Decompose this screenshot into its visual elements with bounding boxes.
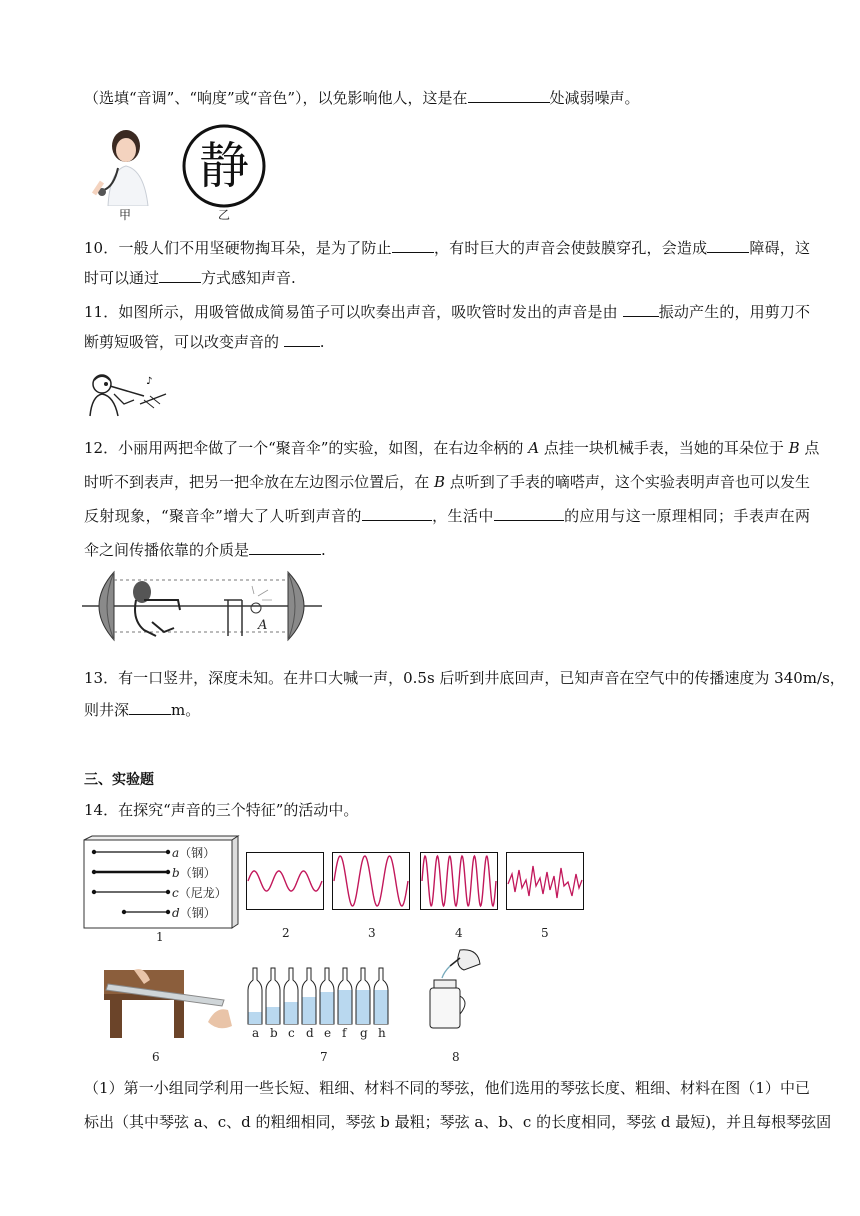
fig-num-6: 6 — [152, 1050, 160, 1064]
string-label-c — [172, 884, 227, 901]
fig-num-7: 7 — [320, 1050, 328, 1064]
q12-text-c: 点 — [799, 439, 820, 457]
string-letter-c: c — [172, 886, 179, 900]
q10-blank-3[interactable] — [159, 268, 201, 283]
q13-text-a: 13．有一口竖井，深度未知。在井口大喊一声，0.5s 后听到井底回声，已知声音在空气中的传播速度为 340m/s， — [84, 669, 845, 687]
string-material-d: （钢） — [179, 906, 216, 920]
bottle-water-e — [321, 992, 334, 1024]
string-peg-a-1 — [166, 850, 170, 854]
section-title: 三、实验题 — [84, 772, 154, 788]
q10-line-1 — [84, 238, 810, 258]
fig-num-4: 4 — [455, 926, 463, 940]
q12-text-a: 12．小丽用两把伞做了一个“聚音伞”的实验，如图，在右边伞柄的 — [84, 439, 529, 457]
string-peg-b-0 — [92, 870, 96, 874]
bottle-label-d: d — [306, 1026, 314, 1040]
q12-blank-2[interactable] — [494, 506, 564, 521]
waveform-3 — [332, 852, 410, 910]
q9-blank[interactable] — [468, 88, 550, 103]
kettle-thermos-figure — [424, 946, 490, 1030]
q13-line-2 — [84, 700, 810, 720]
umbrella-point-a: A — [258, 618, 268, 633]
q11-text-b: 振动产生的，用剪刀不 — [658, 303, 810, 321]
q14-line-1: 14．在探究“声音的三个特征”的活动中。 — [84, 801, 359, 819]
string-letter-b: b — [172, 866, 180, 880]
fig-num-2: 2 — [282, 926, 290, 940]
string-peg-a-0 — [92, 850, 96, 854]
waveform-2 — [246, 852, 324, 910]
q12-point-a: A — [528, 439, 540, 457]
ruler-table-figure — [104, 966, 236, 1038]
bottle-water-a — [249, 1012, 262, 1024]
string-peg-d-1 — [166, 910, 170, 914]
bottle-water-g — [357, 990, 370, 1024]
q11-text-d: . — [319, 333, 325, 351]
fig-label-jia: 甲 — [119, 208, 132, 222]
q13-line-1 — [84, 668, 845, 688]
fig-label-yi: 乙 — [218, 208, 231, 222]
string-peg-c-1 — [166, 890, 170, 894]
q14-paragraph-line-1: （1）第一小组同学利用一些长短、粗细、材料不同的琴弦，他们选用的琴弦长度、粗细、材料在图（1）中已 — [84, 1079, 810, 1097]
q10-text-b: ，有时巨大的声音会使鼓膜穿孔，会造成 — [433, 239, 708, 257]
q10-text-c: 障碍，这 — [749, 239, 810, 257]
waveform-5 — [506, 852, 584, 910]
string-label-a — [172, 844, 215, 861]
string-label-d — [172, 904, 216, 921]
q11-text-c: 断剪短吸管，可以改变声音的 — [84, 333, 284, 351]
bottle-water-h — [375, 990, 388, 1024]
q10-text-d: 时可以通过 — [84, 269, 160, 287]
q12-text-g: ，生活中 — [431, 507, 494, 525]
q12-text-j: . — [321, 541, 326, 559]
bottle-label-g: g — [360, 1026, 368, 1040]
q12-line-2 — [84, 472, 810, 492]
q12-blank-1[interactable] — [362, 506, 432, 521]
string-material-c: （尼龙） — [178, 886, 227, 900]
q12-text-e: 点听到了手表的嘀嗒声，这个实验表明声音也可以发生 — [445, 473, 810, 491]
q9-text-a: （选填“音调”、“响度”或“音色”），以免影响他人，这是在 — [84, 89, 468, 107]
q11-text-a: 11．如图所示，用吸管做成简易笛子可以吹奏出声音，吸吹管时发出的声音是由 — [84, 303, 623, 321]
string-peg-b-1 — [166, 870, 170, 874]
q9-text-b: 处减弱噪声。 — [549, 89, 640, 107]
q12-text-i: 伞之间传播依靠的介质是 — [84, 541, 250, 559]
q14-paragraph-line-2: 标出（其中琴弦 a、c、d 的粗细相同，琴弦 b 最粗；琴弦 a、b、c 的长度相同，琴弦 d 最短)，并且每根琴弦固 — [84, 1113, 832, 1131]
q10-line-2 — [84, 268, 810, 288]
bottle-label-b: b — [270, 1026, 278, 1040]
bottle-water-c — [285, 1002, 298, 1024]
q12-point-b: B — [788, 439, 800, 457]
q10-blank-1[interactable] — [392, 238, 434, 253]
q13-text-b: 则井深 — [84, 701, 130, 719]
q11-line-2 — [84, 332, 810, 352]
q10-blank-2[interactable] — [707, 238, 749, 253]
q12-line-1 — [84, 438, 820, 458]
bottle-water-b — [267, 1007, 280, 1024]
string-peg-d-0 — [122, 910, 126, 914]
q11-line-1 — [84, 302, 810, 322]
fig-num-1: 1 — [156, 930, 164, 944]
string-letter-d: d — [172, 906, 180, 920]
bottle-label-c: c — [288, 1026, 295, 1040]
string-board-figure — [82, 834, 240, 932]
string-material-b: （钢） — [179, 866, 216, 880]
fig-num-3: 3 — [368, 926, 376, 940]
bottle-water-d — [303, 997, 316, 1024]
q12-text-h: 的应用与这一原理相同；手表声在两 — [563, 507, 810, 525]
q10-text-e: 方式感知声音. — [201, 269, 296, 287]
string-peg-c-0 — [92, 890, 96, 894]
fig-num-8: 8 — [452, 1050, 460, 1064]
q9-doctor-figure — [84, 124, 160, 206]
waveform-4 — [420, 852, 498, 910]
bottle-label-a: a — [252, 1026, 260, 1040]
q12-blank-3[interactable] — [249, 540, 321, 555]
q12-line-4 — [84, 540, 810, 560]
bottles-figure — [244, 966, 394, 1028]
q9-text-line — [84, 88, 810, 108]
q11-blank-1[interactable] — [623, 302, 659, 317]
q12-point-b-2: B — [433, 473, 446, 491]
bottle-label-e: e — [324, 1026, 332, 1040]
bottle-water-f — [339, 990, 352, 1024]
string-letter-a: a — [172, 846, 180, 860]
q10-text-a: 10．一般人们不用坚硬物掏耳朵，是为了防止 — [84, 239, 392, 257]
q12-line-3 — [84, 506, 810, 526]
q13-text-c: m。 — [171, 701, 201, 719]
svg-text:♪: ♪ — [146, 376, 153, 387]
umbrella-point-b: B — [118, 618, 128, 633]
q12-text-b: 点挂一块机械手表，当她的耳朵位于 — [539, 439, 789, 457]
q12-text-d: 时听不到表声，把另一把伞放在左边图示位置后，在 — [84, 473, 434, 491]
fig-num-5: 5 — [541, 926, 549, 940]
string-material-a: （钢） — [179, 846, 216, 860]
q11-blank-2[interactable] — [284, 332, 320, 347]
bottle-label-f: f — [342, 1026, 347, 1040]
string-label-b — [172, 864, 216, 881]
q12-text-f: 反射现象，“聚音伞”增大了人听到声音的 — [84, 507, 362, 525]
straw-flute-figure — [84, 370, 170, 420]
bottle-label-h: h — [378, 1026, 386, 1040]
q13-blank[interactable] — [129, 700, 171, 715]
quiet-sign-char: 静 — [199, 137, 249, 195]
